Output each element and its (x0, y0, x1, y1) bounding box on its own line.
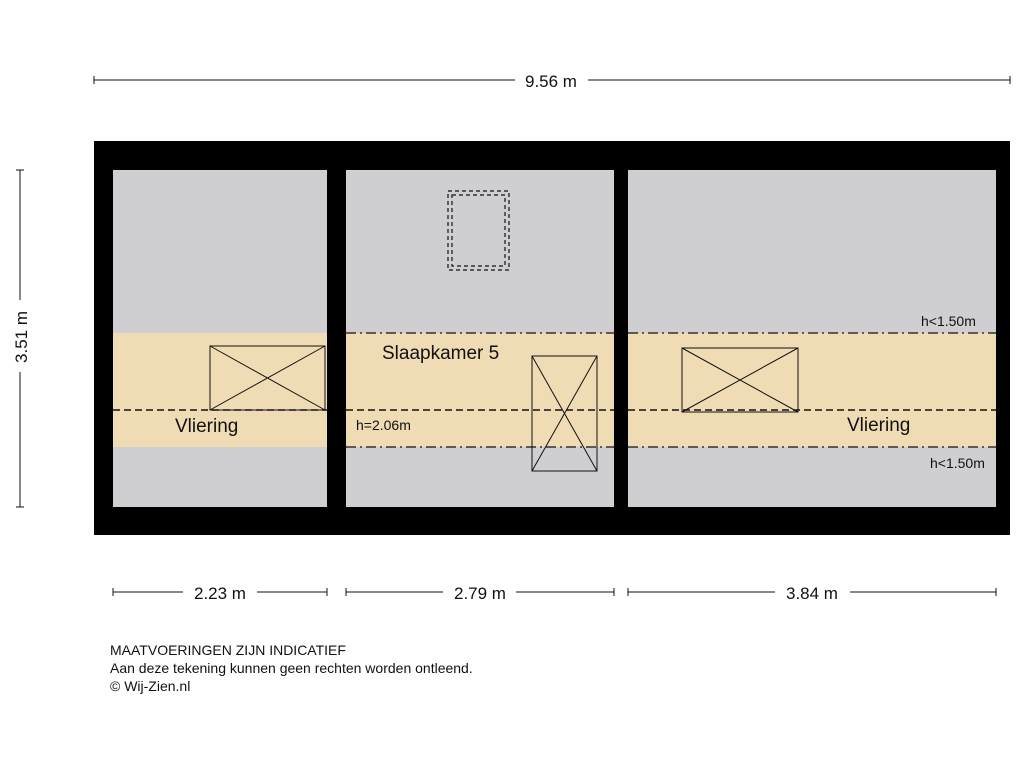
height-label-middle: h=2.06m (356, 417, 411, 433)
room-label-middle: Slaapkamer 5 (382, 343, 500, 364)
total-width-dimension (94, 72, 1010, 91)
height-label-right-bottom: h<1.50m (930, 455, 985, 471)
total-width-label: 9.56 m (525, 72, 577, 91)
room-width-left: 2.23 m (194, 584, 246, 603)
total-depth-dimension (12, 170, 31, 507)
disclaimer-text: Aan deze tekening kunnen geen rechten worden ontleend. (110, 660, 473, 676)
disclaimer-title: MAATVOERINGEN ZIJN INDICATIEF (110, 642, 346, 658)
room-label-right: Vliering (847, 415, 911, 436)
usable-band-right (628, 333, 996, 447)
room-width-middle: 2.79 m (454, 584, 506, 603)
room-width-right: 3.84 m (786, 584, 838, 603)
height-label-right-top: h<1.50m (921, 313, 976, 329)
copyright-text: © Wij-Zien.nl (110, 678, 191, 694)
total-depth-label: 3.51 m (12, 311, 31, 363)
room-label-left: Vliering (175, 416, 239, 437)
